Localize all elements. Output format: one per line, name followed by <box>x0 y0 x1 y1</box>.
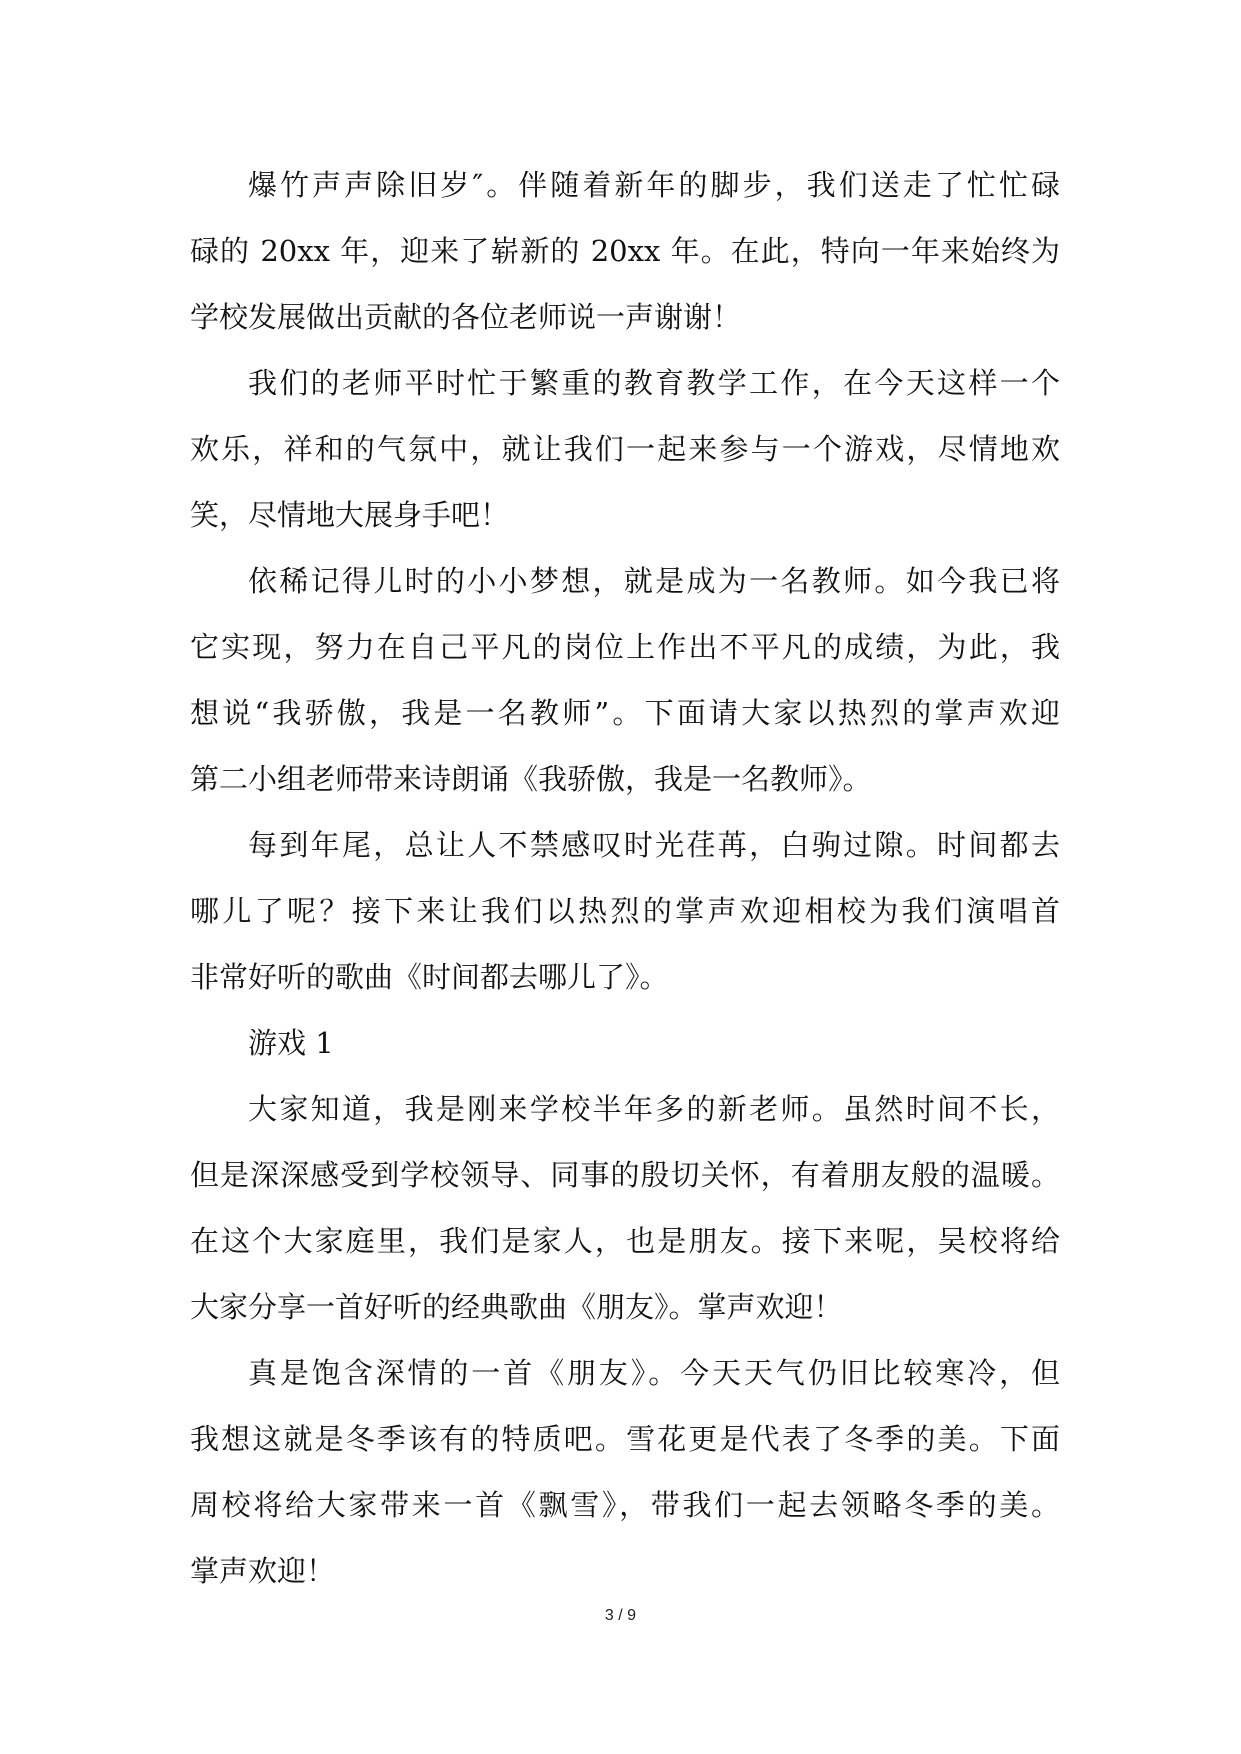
text-line: 游戏 1 <box>248 1026 334 1060</box>
text-line: 它实现，努力在自己平凡的岗位上作出不平凡的成绩，为此，我 <box>190 630 1060 664</box>
text-line: 大家分享一首好听的经典歌曲《朋友》。掌声欢迎！ <box>190 1290 843 1324</box>
text-line: 欢乐，祥和的气氛中，就让我们一起来参与一个游戏，尽情地欢 <box>190 432 1060 466</box>
paragraph-4 <box>190 812 1060 1010</box>
text-line: 在这个大家庭里，我们是家人，也是朋友。接下来呢，吴校将给 <box>190 1224 1060 1258</box>
text-line: 每到年尾，总让人不禁感叹时光荏苒，白驹过隙。时间都去 <box>248 828 1060 862</box>
text-line: 第二小组老师带来诗朗诵《我骄傲，我是一名教师》。 <box>190 762 872 796</box>
text-line: 大家知道，我是刚来学校半年多的新老师。虽然时间不长， <box>248 1092 1060 1126</box>
text-line: 掌声欢迎！ <box>190 1554 336 1588</box>
paragraph-2 <box>190 350 1060 548</box>
text-line: 笑，尽情地大展身手吧！ <box>190 498 510 532</box>
page-number: 3 / 9 <box>604 1607 637 1624</box>
text-line: 学校发展做出贡献的各位老师说一声谢谢！ <box>190 300 742 334</box>
paragraph-1 <box>190 152 1060 350</box>
text-line: 依稀记得儿时的小小梦想，就是成为一名教师。如今我已将 <box>248 564 1060 598</box>
text-line: 我想这就是冬季该有的特质吧。雪花更是代表了冬季的美。下面 <box>190 1422 1060 1456</box>
text-line: 哪儿了呢？接下来让我们以热烈的掌声欢迎相校为我们演唱首 <box>190 894 1060 928</box>
text-line: 但是深深感受到学校领导、同事的殷切关怀，有着朋友般的温暖。 <box>190 1158 1060 1192</box>
text-line: 爆竹声声除旧岁″。伴随着新年的脚步，我们送走了忙忙碌 <box>248 168 1060 202</box>
text-line: 我们的老师平时忙于繁重的教育教学工作，在今天这样一个 <box>248 366 1060 400</box>
paragraph-3 <box>190 548 1060 812</box>
text-line: 想说“我骄傲，我是一名教师”。下面请大家以热烈的掌声欢迎 <box>190 696 1060 730</box>
text-line: 碌的 20xx 年，迎来了崭新的 20xx 年。在此，特向一年来始终为 <box>190 234 1060 268</box>
text-line: 周校将给大家带来一首《飘雪》，带我们一起去领略冬季的美。 <box>190 1488 1060 1522</box>
section-heading-game-1 <box>190 1010 1060 1076</box>
text-line: 真是饱含深情的一首《朋友》。今天天气仍旧比较寒冷，但 <box>248 1356 1060 1390</box>
document-body <box>190 152 1060 1604</box>
paragraph-5 <box>190 1076 1060 1340</box>
paragraph-6 <box>190 1340 1060 1604</box>
text-line: 非常好听的歌曲《时间都去哪儿了》。 <box>190 960 669 994</box>
